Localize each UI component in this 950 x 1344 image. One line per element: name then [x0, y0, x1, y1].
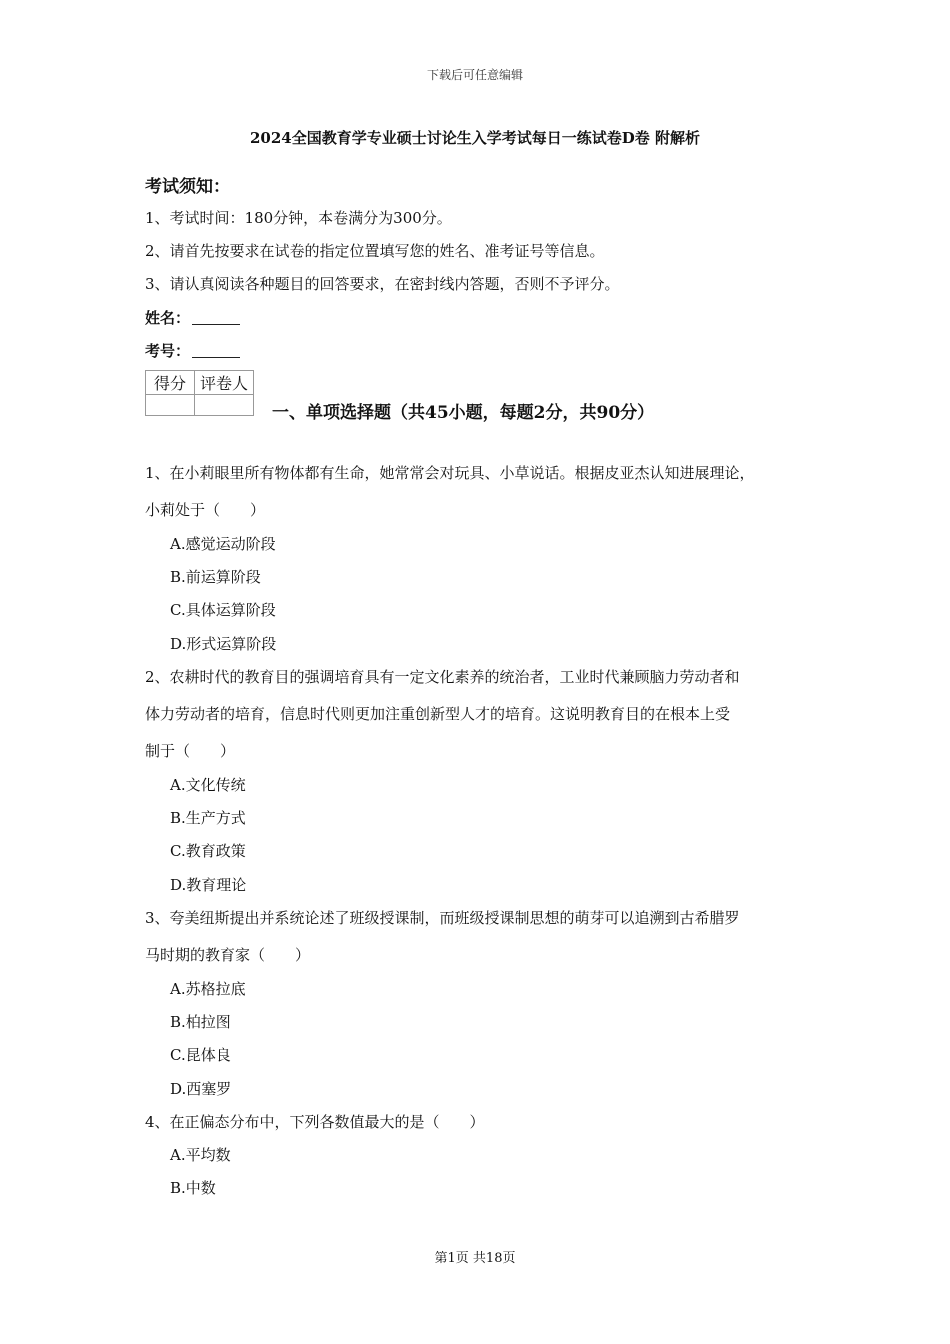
question-text: 马时期的教育家（ ） — [145, 946, 311, 964]
header-note: 下载后可任意编辑 — [426, 68, 523, 82]
answer-option: D.西塞罗 — [170, 1080, 232, 1098]
answer-option: B.前运算阶段 — [170, 568, 261, 586]
notice-heading: 考试须知： — [145, 177, 230, 197]
answer-option: A.苏格拉底 — [170, 980, 246, 998]
id-field — [145, 340, 240, 361]
answer-option: D.形式运算阶段 — [170, 635, 277, 653]
name-label: 姓名： — [145, 309, 191, 327]
question-text: 制于（ ） — [145, 742, 236, 760]
question-text: 1、在小莉眼里所有物体都有生命，她常常会对玩具、小草说话。根据皮亚杰认知进展理论， — [145, 464, 755, 482]
name-blank[interactable] — [192, 310, 240, 325]
answer-option: D.教育理论 — [170, 876, 247, 894]
name-field — [145, 307, 240, 328]
document-title: 2024全国教育学专业硕士讨论生入学考试每日一练试卷D卷 附解析 — [250, 129, 700, 147]
id-label: 考号： — [145, 342, 191, 360]
score-cell[interactable] — [146, 395, 195, 416]
question-text: 2、农耕时代的教育目的强调培育具有一定文化素养的统治者，工业时代兼顾脑力劳动者和 — [145, 668, 740, 686]
answer-option: A.文化传统 — [170, 776, 246, 794]
question-text: 体力劳动者的培育，信息时代则更加注重创新型人才的培育。这说明教育目的在根本上受 — [145, 705, 731, 723]
answer-option: A.感觉运动阶段 — [170, 535, 276, 553]
answer-option: C.具体运算阶段 — [170, 601, 276, 619]
grader-cell[interactable] — [195, 395, 254, 416]
score-header: 得分 — [146, 371, 195, 395]
section-title: 一、单项选择题（共45小题，每题2分，共90分） — [272, 403, 655, 423]
answer-option: B.生产方式 — [170, 809, 246, 827]
page-footer: 第1页 共18页 — [434, 1251, 516, 1266]
grader-header: 评卷人 — [195, 371, 254, 395]
question-text: 3、夸美纽斯提出并系统论述了班级授课制，而班级授课制思想的萌芽可以追溯到古希腊罗 — [145, 909, 740, 927]
question-text: 小莉处于（ ） — [145, 501, 266, 519]
notice-item: 3、请认真阅读各种题目的回答要求，在密封线内答题，否则不予评分。 — [145, 275, 620, 293]
question-text: 4、在正偏态分布中，下列各数值最大的是（ ） — [145, 1113, 485, 1131]
answer-option: C.昆体良 — [170, 1046, 231, 1064]
notice-item: 1、考试时间：180分钟，本卷满分为300分。 — [145, 209, 452, 227]
answer-option: C.教育政策 — [170, 842, 246, 860]
answer-option: A.平均数 — [170, 1146, 231, 1164]
answer-option: B.中数 — [170, 1179, 216, 1197]
answer-option: B.柏拉图 — [170, 1013, 231, 1031]
score-table — [145, 370, 254, 416]
id-blank[interactable] — [192, 343, 240, 358]
notice-item: 2、请首先按要求在试卷的指定位置填写您的姓名、准考证号等信息。 — [145, 242, 605, 260]
